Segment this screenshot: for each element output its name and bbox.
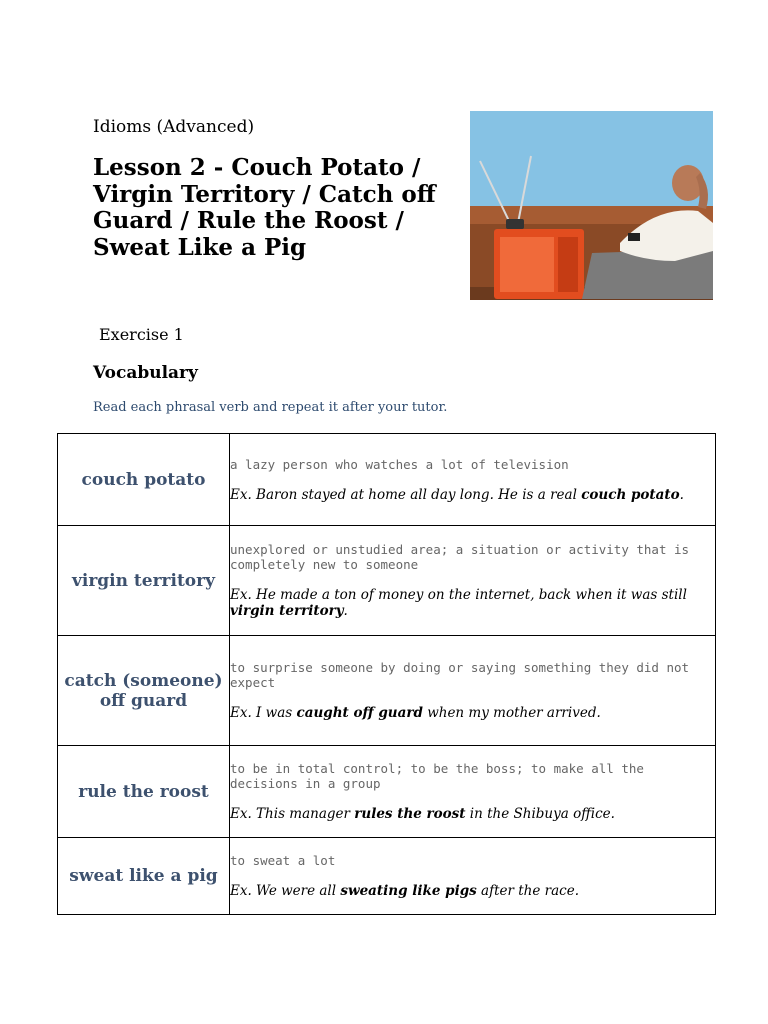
lesson-title-line: Guard / Rule the Roost / [93,207,404,234]
vocab-term: virgin territory [58,526,230,636]
lesson-title [93,155,463,261]
vocab-definition: unexplored or unstudied area; a situation or activity that is completely new to someone [230,542,690,572]
table-row [58,746,716,838]
vocab-definition-cell [230,526,716,636]
example-idiom: sweating like pigs [340,883,477,899]
section-heading: Vocabulary [93,363,198,383]
vocab-definition: to surprise someone by doing or saying something they did not expect [230,660,690,690]
lesson-title-line: Sweat Like a Pig [93,233,307,261]
table-row [58,526,716,636]
vocab-example: Ex. He made a ton of money on the internet, back when it was still virgin territory. [230,587,687,619]
course-name: Idioms (Advanced) [93,117,255,137]
vocab-term: couch potato [58,434,230,526]
vocab-definition: a lazy person who watches a lot of television [230,456,569,472]
example-idiom: caught off guard [296,705,423,721]
vocab-term: sweat like a pig [58,838,230,915]
vocab-definition: to be in total control; to be the boss; to make all the decisions in a group [230,761,644,791]
example-idiom: rules the roost [354,806,466,822]
lesson-title-line: Virgin Territory / Catch off [93,180,436,208]
example-idiom: virgin territory [230,603,344,619]
vocab-definition-cell [230,434,716,526]
vocab-definition-cell [230,746,716,838]
lesson-photo [470,111,713,300]
table-row [58,636,716,746]
table-row [58,434,716,526]
vocab-example: Ex. We were all sweating like pigs after the race. [230,883,580,899]
instruction-text: Read each phrasal verb and repeat it after your tutor. [93,400,448,415]
vocabulary-table [57,433,716,915]
vocab-term: rule the roost [58,746,230,838]
vocab-definition-cell [230,838,716,915]
table-row [58,838,716,915]
vocab-example: Ex. Baron stayed at home all day long. He is a real couch potato. [230,486,684,503]
example-idiom: couch potato [581,486,680,503]
vocab-term: catch (someone) off guard [58,636,230,746]
vocab-definition-cell [230,636,716,746]
vocab-definition: to sweat a lot [230,853,336,868]
vocab-example: Ex. This manager rules the roost in the Shibuya office. [230,806,615,822]
lesson-title-line: Lesson 2 - Couch Potato / [93,154,421,181]
vocab-example: Ex. I was caught off guard when my mother arrived. [230,705,601,721]
exercise-label: Exercise 1 [99,325,184,344]
